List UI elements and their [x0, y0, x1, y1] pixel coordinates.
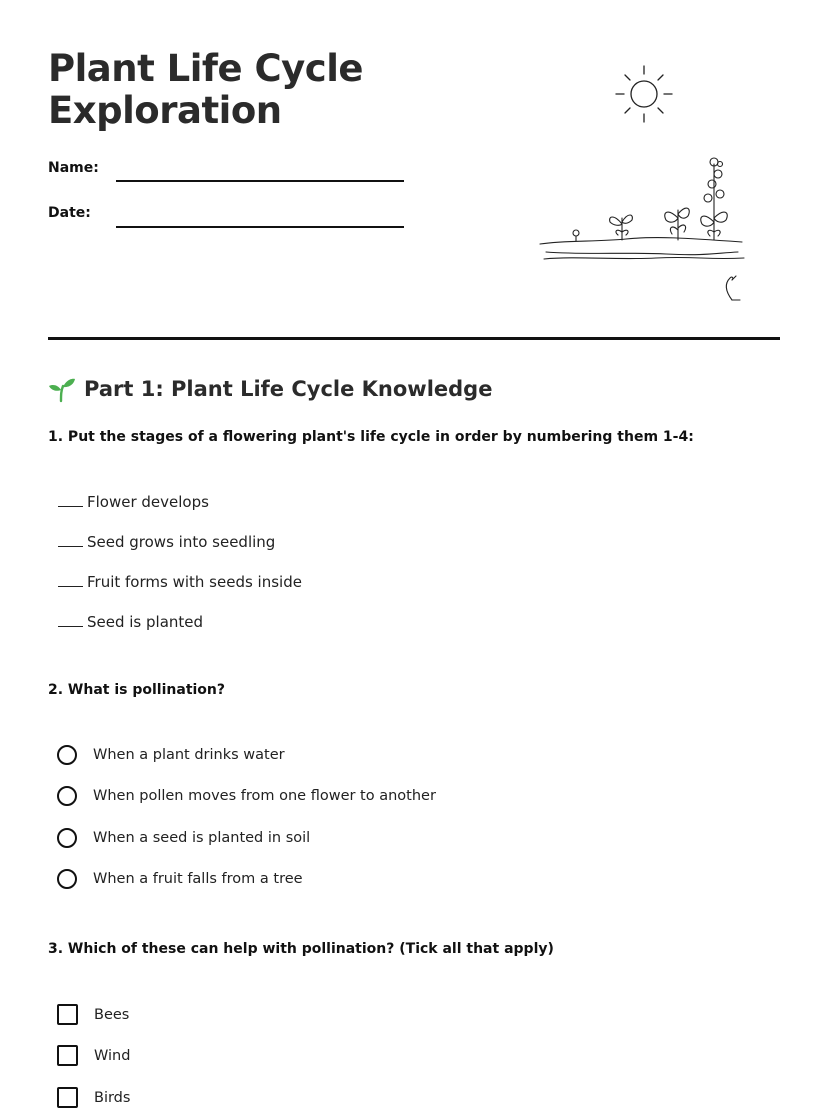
order-item-label: Fruit forms with seeds inside — [87, 573, 302, 591]
radio-option-label: When a fruit falls from a tree — [93, 871, 303, 887]
radio-button[interactable] — [57, 828, 77, 848]
order-blank[interactable] — [58, 585, 83, 587]
header-divider — [48, 337, 780, 340]
sun-icon — [612, 62, 676, 126]
radio-option-label: When a plant drinks water — [93, 747, 285, 763]
checkbox-option-label: Wind — [94, 1047, 131, 1064]
checkbox[interactable] — [57, 1045, 78, 1066]
order-item-label: Seed grows into seedling — [87, 533, 276, 551]
checkbox-option-2[interactable] — [57, 1045, 130, 1066]
order-item-label: Flower develops — [87, 493, 209, 511]
order-item-3[interactable] — [58, 573, 302, 591]
radio-option-4[interactable] — [57, 869, 303, 889]
radio-option-label: When a seed is planted in soil — [93, 830, 311, 846]
radio-button[interactable] — [57, 869, 77, 889]
order-blank[interactable] — [58, 505, 83, 507]
order-blank[interactable] — [58, 545, 83, 547]
part1-heading — [48, 375, 492, 403]
radio-option-2[interactable] — [57, 786, 436, 806]
order-blank[interactable] — [58, 625, 83, 627]
order-item-4[interactable] — [58, 613, 203, 631]
radio-button[interactable] — [57, 786, 77, 806]
name-field[interactable] — [116, 180, 404, 182]
radio-option-1[interactable] — [57, 745, 285, 765]
question-2-prompt: 2. What is pollination? — [48, 682, 226, 698]
part1-title: Part 1: Plant Life Cycle Knowledge — [84, 377, 493, 401]
checkbox-option-1[interactable] — [57, 1004, 129, 1025]
radio-option-label: When pollen moves from one flower to another — [93, 788, 436, 804]
name-label: Name: — [48, 160, 99, 176]
order-item-2[interactable] — [58, 533, 275, 551]
radio-button[interactable] — [57, 745, 77, 765]
checkbox-option-label: Bees — [94, 1006, 130, 1023]
question-3-prompt: 3. Which of these can help with pollination? (Tick all that apply) — [48, 941, 554, 957]
plant-growth-stages-icon — [536, 152, 752, 304]
order-item-1[interactable] — [58, 493, 209, 511]
radio-option-3[interactable] — [57, 828, 310, 848]
checkbox[interactable] — [57, 1087, 78, 1108]
order-item-label: Seed is planted — [87, 613, 204, 631]
title-line-2: Exploration — [48, 89, 282, 132]
sprout-icon — [48, 375, 76, 403]
title-line-1: Plant Life Cycle — [48, 47, 363, 90]
checkbox[interactable] — [57, 1004, 78, 1025]
checkbox-option-3[interactable] — [57, 1087, 130, 1108]
checkbox-option-label: Birds — [94, 1089, 131, 1106]
page-title — [48, 48, 363, 132]
question-1-prompt: 1. Put the stages of a flowering plant's life cycle in order by numbering them 1-4: — [48, 429, 694, 445]
date-field[interactable] — [116, 226, 404, 228]
date-label: Date: — [48, 205, 91, 221]
